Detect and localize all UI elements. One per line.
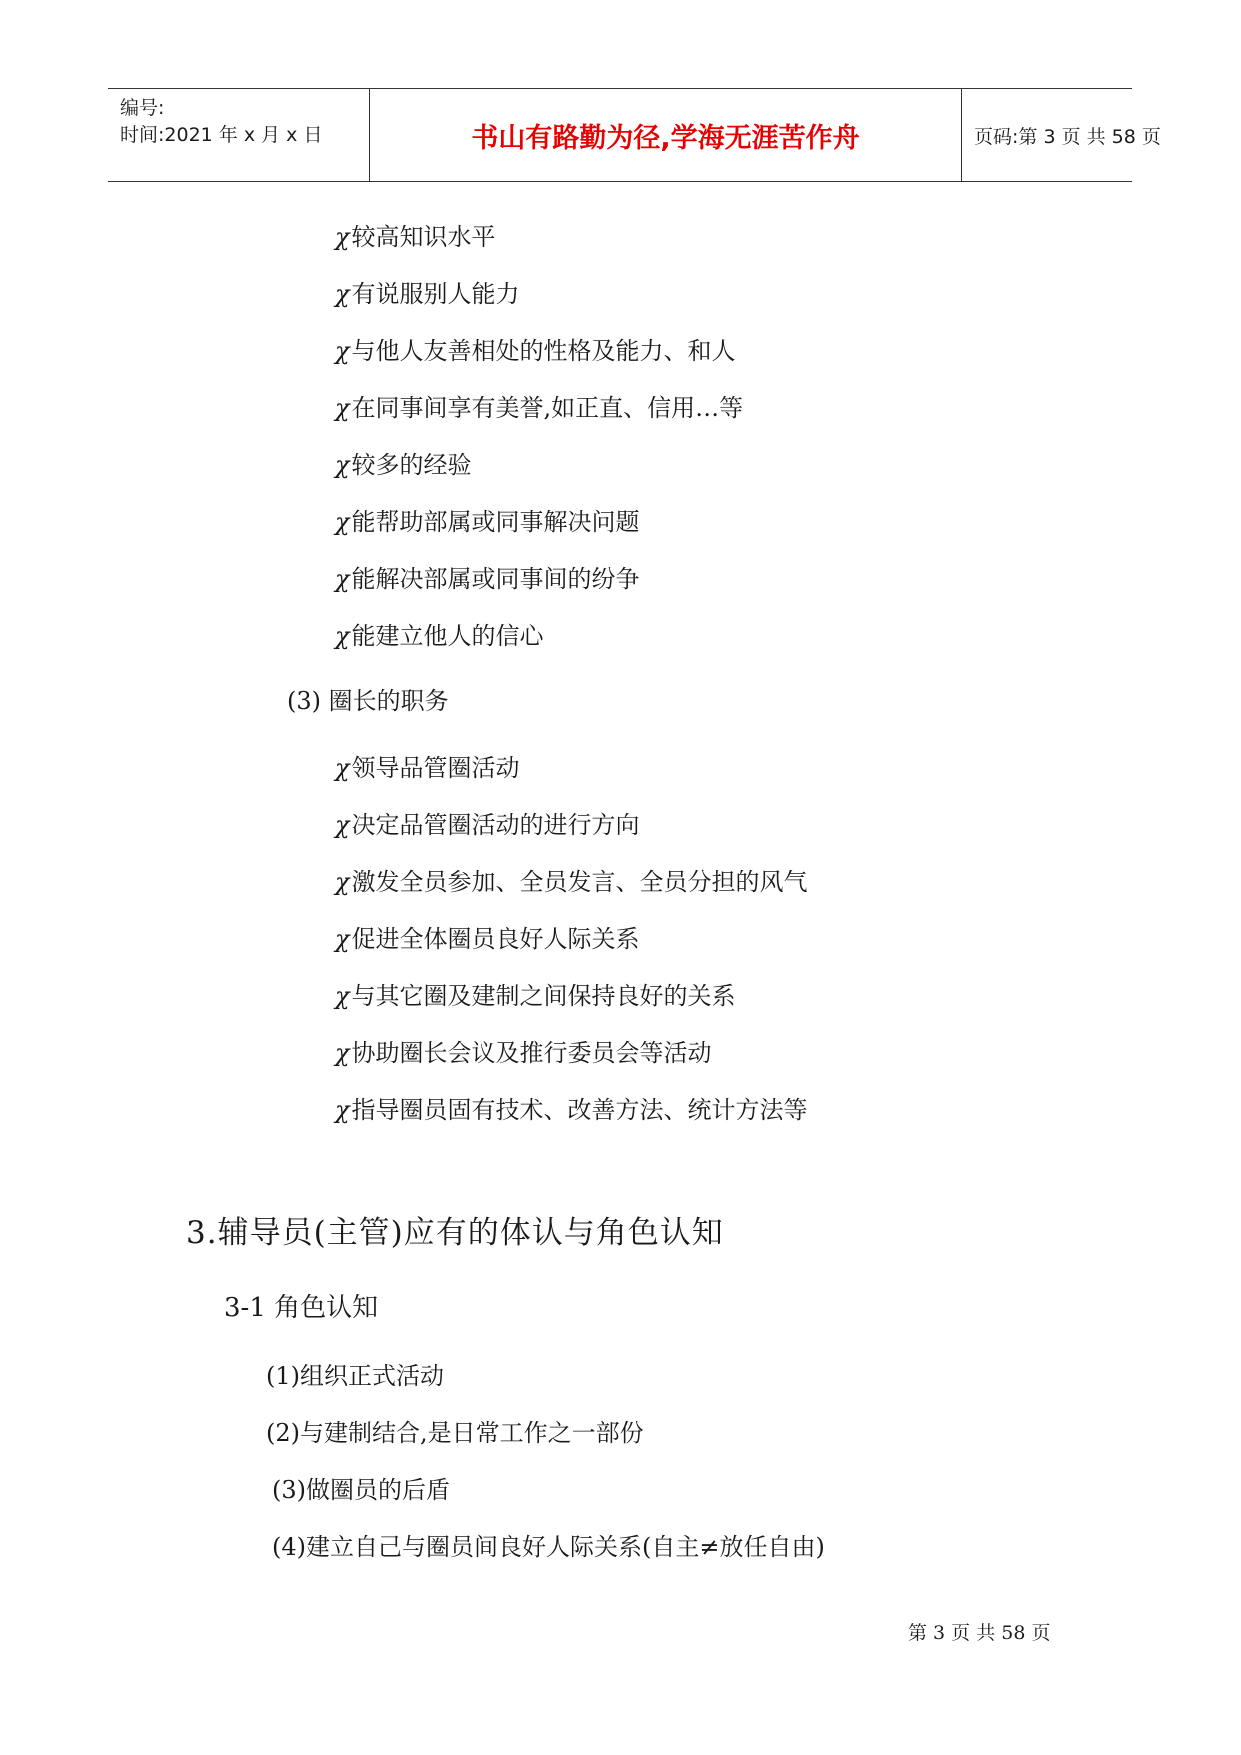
page-footer: 第 3 页 共 58 页 [908,1622,1051,1644]
bullet-symbol: χ [335,1039,350,1067]
bullet-symbol: χ [335,280,350,308]
bullet-symbol: χ [335,868,350,896]
list-item-text: 较高知识水平 [351,223,496,251]
list-item [335,222,496,252]
bullet-symbol: χ [335,337,350,365]
bullet-symbol: χ [335,451,350,479]
bullet-symbol: χ [335,1096,350,1124]
header-time-label: 时间:2021 年 x 月 x 日 [120,124,323,146]
header-motto: 书山有路勤为径,学海无涯苦作舟 [370,89,962,181]
list-item-text: 指导圈员固有技术、改善方法、统计方法等 [351,1096,808,1124]
list-item [335,279,520,309]
list-item [335,507,640,537]
subsection-title: 3-1 角色认知 [224,1293,379,1323]
list-item-text: 决定品管圈活动的进行方向 [351,811,640,839]
list-item-text: 与他人友善相处的性格及能力、和人 [351,337,736,365]
list-item [335,336,736,366]
list-item-text: 有说服别人能力 [351,280,520,308]
list-item-text: 协助圈长会议及推行委员会等活动 [351,1039,712,1067]
list-item-text: 促进全体圈员良好人际关系 [351,925,640,953]
list-item [335,981,736,1011]
header-number-label: 编号: [120,97,165,119]
bullet-symbol: χ [335,394,350,422]
bullet-symbol: χ [335,811,350,839]
list-item [335,393,743,423]
list-item [335,867,808,897]
header-meta-cell [108,89,370,181]
section-title: 3.辅导员(主管)应有的体认与角色认知 [186,1215,724,1251]
numbered-item: (1)组织正式活动 [266,1362,444,1390]
list-item [335,1095,808,1125]
bullet-symbol: χ [335,565,350,593]
list-item [335,753,520,783]
list-item-text: 较多的经验 [351,451,472,479]
list-item [335,924,640,954]
numbered-item: (4)建立自己与圈员间良好人际关系(自主≠放任自由) [272,1533,825,1561]
bullet-symbol: χ [335,622,350,650]
page-header [108,88,1161,182]
list-item-text: 与其它圈及建制之间保持良好的关系 [351,982,736,1010]
list-item-text: 能帮助部属或同事解决问题 [351,508,640,536]
list-item [335,1038,712,1068]
list-item-text: 领导品管圈活动 [351,754,520,782]
list-item-text: 能解决部属或同事间的纷争 [351,565,640,593]
bullet-symbol: χ [335,754,350,782]
numbered-item: (3)做圈员的后盾 [272,1476,450,1504]
bullet-symbol: χ [335,508,350,536]
list-item [335,810,640,840]
bullet-symbol: χ [335,982,350,1010]
numbered-item: (2)与建制结合,是日常工作之一部份 [266,1419,644,1447]
header-page-info: 页码:第 3 页 共 58 页 [974,125,1161,148]
bullet-symbol: χ [335,223,350,251]
list-item [335,564,640,594]
list-item [335,450,472,480]
bullet-symbol: χ [335,925,350,953]
sub-heading: (3) 圈长的职务 [287,687,449,715]
list-item-text: 能建立他人的信心 [351,622,544,650]
list-item [335,621,544,651]
list-item-text: 在同事间享有美誉,如正直、信用…等 [351,394,744,422]
list-item-text: 激发全员参加、全员发言、全员分担的风气 [351,868,808,896]
